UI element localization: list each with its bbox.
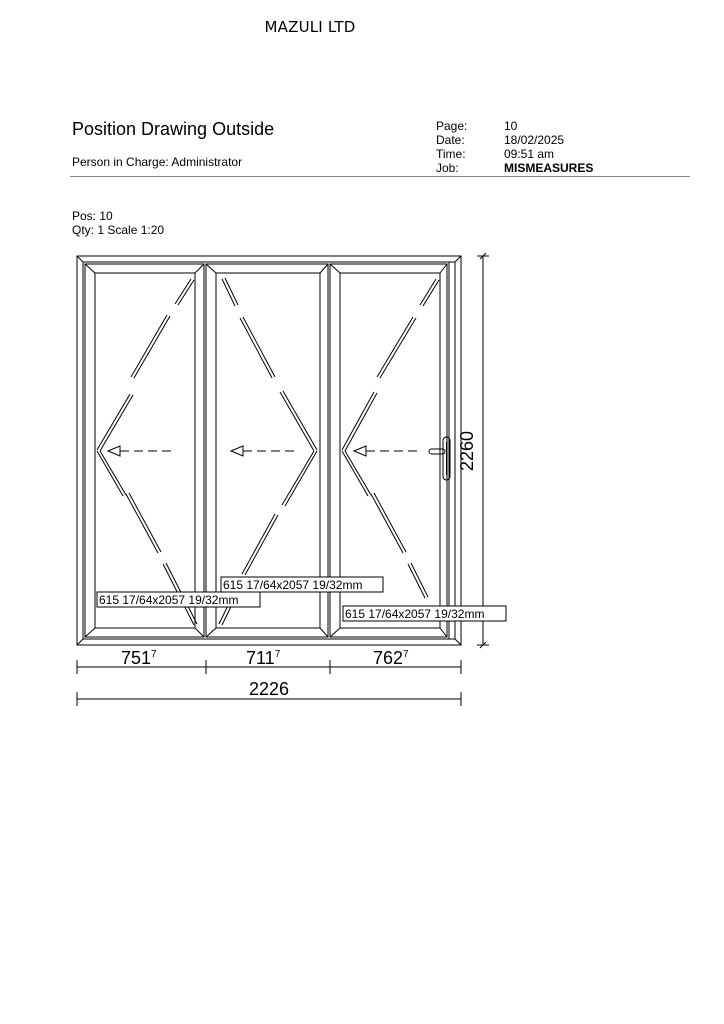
date-label: Date: xyxy=(436,133,465,147)
job-label: Job: xyxy=(436,161,459,175)
size-label-panel-3 xyxy=(343,606,506,621)
panel-1-width: $751^7$ xyxy=(121,648,157,668)
job-value: MISMEASURES xyxy=(504,161,594,175)
size-label-panel-1 xyxy=(97,592,260,607)
size-label-text: 615 17/64x2057 19/32mm xyxy=(99,593,239,607)
size-label-text: 615 17/64x2057 19/32mm xyxy=(345,607,485,621)
qty-scale: Qty: 1 Scale 1:20 xyxy=(72,223,165,237)
panel-2-width: $711^7$ xyxy=(246,648,281,668)
size-label-panel-2 xyxy=(221,577,383,592)
time-label: Time: xyxy=(436,147,466,161)
page-label: Page: xyxy=(436,119,468,133)
panel-1 xyxy=(85,264,204,637)
person-in-charge: Person in Charge: Administrator xyxy=(72,155,243,169)
pos-number: Pos: 10 xyxy=(72,209,113,223)
date-value: 18/02/2025 xyxy=(504,133,565,147)
page-value: 10 xyxy=(504,119,518,133)
company-name: MAZULI LTD xyxy=(264,18,356,36)
panel-3-width: $762^7$ xyxy=(373,648,409,668)
page-title: Position Drawing Outside xyxy=(72,119,275,139)
height-dimension xyxy=(477,253,489,648)
overall-width-label: 2226 xyxy=(248,679,290,699)
overall-height-label: 2260 xyxy=(457,430,477,472)
time-value: 09:51 am xyxy=(504,147,555,161)
size-label-text: 615 17/64x2057 19/32mm xyxy=(223,578,363,592)
